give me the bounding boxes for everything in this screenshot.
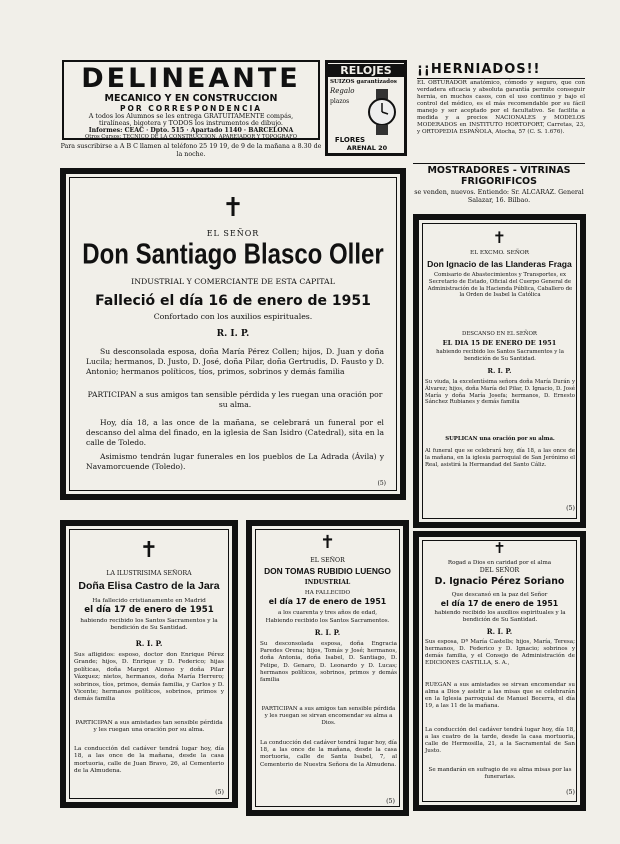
mostradores-ad bbox=[413, 163, 588, 207]
delineante-by: POR CORRESPONDENCIA bbox=[119, 104, 263, 113]
obituary-soriano bbox=[413, 531, 586, 811]
delineante-line2: tiralíneas, bigotera y TODOS los instrumentos de dibujo. bbox=[99, 119, 283, 127]
herniados-body: EL OBTURADOR anatómico, cómodo y seguro, que con verdadera eficacia y absoluta garantía permite conseguir hernia, en muchos casos, con el uso continuo y bajo el control del médico, es el más recomendable por su fácil manejo y ser aceptado por el facultativo. Se facilita a medida y a precios NACIONALES y MODELOS MODERADOS en INSTITUTO HORTOFORT, Carretas, 23, y ORTOPEDIA ESPAÑOLA, Atocha, 57 (C. S. 1.676). bbox=[417, 80, 585, 135]
delineante-line4: Otros Cursos: TECNICO DE LA CONSTRUCCION, APAREJADOR Y TOPOGRAFO bbox=[85, 134, 297, 140]
luengo-family: Su desconsolada esposa, doña Engracia Paredes Orena; hijos, Tomás y José; hermanos, doña Antonia, doña Isabel, D. Santiago, D. Felipe, D. Genaro, D. Leonardo y D. Lucas; hermanos políticos, sobrinos, primos y demás familia bbox=[260, 641, 397, 684]
luengo-intro: EL SEÑOR bbox=[310, 557, 345, 564]
soriano-ruegan: RUEGAN a sus amistades se sirvan encomendar su alma a Dios y asistir a las misas que se celebrarán en la Iglesia parroquial de Manuel Becerra, el día 19, a las 11 de la mañana. bbox=[425, 682, 575, 709]
luengo-participan: PARTICIPAN a sus amigos tan sensible pérdida y les ruegan se sirvan encomendar su alma a Dios. bbox=[261, 706, 396, 727]
blasco-name: Don Santiago Blasco Oller bbox=[82, 238, 384, 271]
luengo-died-pre: HA FALLECIDO bbox=[304, 590, 351, 596]
luengo-rip: R. I. P. bbox=[314, 628, 341, 637]
blasco-participan: PARTICIPAN a sus amigos tan sensible pérdida y les ruegan una oración por su alma. bbox=[87, 390, 383, 409]
llanderas-code: (5) bbox=[566, 505, 575, 512]
blasco-funeral: Hoy, día 18, a las once de la mañana, se celebrará un funeral por el descanso del alma del finado, en la iglesia de San Isidro (Catedral), sita en la calle de Toledo. bbox=[86, 418, 384, 447]
llanderas-died-pre: DESCANSO EN EL SEÑOR bbox=[462, 331, 537, 337]
relojes-ad bbox=[325, 60, 407, 156]
luengo-code: (5) bbox=[386, 798, 395, 805]
obituary-blasco bbox=[60, 168, 406, 500]
delineante-subtitle: MECANICO Y EN CONSTRUCCION bbox=[104, 93, 278, 104]
luengo-age: a los cuarenta y tres años de edad, bbox=[278, 610, 377, 616]
relojes-line3: plazos bbox=[330, 98, 350, 105]
blasco-comfort: Confortado con los auxilios espirituales. bbox=[153, 312, 313, 321]
cross-icon: ✝ bbox=[492, 228, 507, 247]
phone-note: Para suscribirse a A B C llamen al teléfono 25 19 19, de 9 de la mañana a 8.30 de la noche. bbox=[60, 143, 322, 158]
cross-icon: ✝ bbox=[222, 193, 244, 223]
luengo-funeral: La conducción del cadáver tendrá lugar hoy, día 18, a las once de la mañana, desde la casa mortuoria, calle de Santa Isabel, 7, al Cementerio de Nuestra Señora de la Almudena. bbox=[260, 740, 397, 768]
cross-icon: ✝ bbox=[493, 539, 506, 557]
mostradores-title1: MOSTRADORES - VITRINAS bbox=[427, 165, 571, 176]
llanderas-family: Su viuda, la excelentísima señora doña María Durán y Álvarez; hijos, doña María del Pilar, D. Ignacio, D. José María y doña María Josefa; hermanos, D. Ernesto Sánchez Rubianes y demás familia bbox=[425, 379, 575, 406]
relojes-line2: Regalo bbox=[330, 87, 355, 95]
luengo-role: INDUSTRIAL bbox=[304, 579, 351, 586]
jara-died: el día 17 de enero de 1951 bbox=[84, 605, 214, 615]
blasco-died: Falleció el día 16 de enero de 1951 bbox=[95, 293, 371, 309]
blasco-family: Su desconsolada esposa, doña María Pérez Collen; hijos, D. Juan y doña Lucila; hermanos, D. Justo, D. José, doña Pilar, doña Gertrudis, D. Fausto y D. Antonio; hermanos políticos, tíos, primos, sobrinos y demás familia bbox=[86, 347, 384, 376]
llanderas-name: Don Ignacio de las Llanderas Fraga bbox=[427, 259, 572, 269]
luengo-died: el día 17 de enero de 1951 bbox=[268, 597, 387, 606]
blasco-also: Asimismo tendrán lugar funerales en los pueblos de La Adrada (Ávila) y Navamorcuende (Toledo). bbox=[86, 452, 384, 471]
llanderas-role: Comisario de Abastecimientos y Transportes, ex Secretario de Estado, Oficial del Cuerpo General de Administración de la Hacienda Pública, Caballero de la Orden de Isabel la Católica bbox=[427, 272, 573, 299]
mostradores-title2: FRIGORIFICOS bbox=[461, 176, 537, 187]
relojes-line1: SUIZOS garantizados bbox=[330, 79, 397, 85]
llanderas-funeral: Al funeral que se celebrará hoy, día 18, a las once de la mañana, en la iglesia parroquial de San Jerónimo el Real, asistirá la Hermandad del Santo Cáliz. bbox=[425, 448, 575, 468]
jara-family: Sus afligidos: esposo, doctor don Enrique Pérez Grande; hijos, D. Enrique y D. Federico; hijas políticas, doña Margot Alonso y doña Pilar Vázquez; nietos, hermanos, doña María Herrero; sobrinos, tíos, primos, demás familia, y Carlos y D. Vicente; hermanos políticos, sobrinos, primos y demás familia bbox=[74, 652, 224, 703]
soriano-funeral: La conducción del cadáver tendrá lugar hoy, día 18, a las cuatro de la tarde, desde la casa mortuoria, calle de Hermosilla, 21, a la Sacramental de San Justo. bbox=[425, 727, 575, 754]
jara-rip: R. I. P. bbox=[135, 639, 163, 648]
jara-intro: LA ILUSTRISIMA SEÑORA bbox=[106, 570, 192, 577]
jara-participan: PARTICIPAN a sus amistades tan sensible pérdida y les ruegan una oración por su alma. bbox=[75, 720, 223, 734]
mostradores-body: se venden, nuevos. Entiendo: Sr. ALCARAZ. General Salazar, 16. Bilbao. bbox=[414, 188, 584, 204]
soriano-thanks: Se mandarán en sufragio de su alma misas por las funerarias. bbox=[428, 767, 572, 780]
cross-icon: ✝ bbox=[139, 538, 159, 563]
soriano-comfort: habiendo recibido los auxilios espirituales y la bendición de Su Santidad. bbox=[434, 610, 566, 623]
llanderas-died: EL DIA 15 DE ENERO DE 1951 bbox=[442, 339, 557, 347]
blasco-intro: EL SEÑOR bbox=[206, 229, 260, 238]
llanderas-comfort: habiendo recibido los Santos Sacramentos y la bendición de Su Santidad. bbox=[436, 349, 564, 362]
jara-funeral: La conducción del cadáver tendrá lugar hoy, día 18, a las once de la mañana, desde la casa mortuoria, calle de Juan Bravo, 26, al Cementerio de la Almudena. bbox=[74, 746, 224, 775]
cross-icon: ✝ bbox=[319, 532, 336, 553]
obituary-jara bbox=[60, 520, 238, 808]
herniados-ad bbox=[413, 60, 585, 160]
obituary-luengo bbox=[246, 520, 409, 816]
blasco-rip: R. I. P. bbox=[216, 329, 250, 339]
herniados-title: ¡¡HERNIADOS!! bbox=[417, 62, 585, 79]
llanderas-rip: R. I. P. bbox=[487, 367, 512, 375]
jara-comfort: habiendo recibido los Santos Sacramentos y la bendición de Su Santidad. bbox=[80, 618, 218, 632]
luengo-comfort: Habiendo recibido los Santos Sacramentos. bbox=[265, 618, 390, 624]
relojes-title: RELOJES bbox=[328, 64, 404, 77]
delineante-line3: Informes: CEAC · Dpto. 515 · Apartado 1140 · BARCELONA bbox=[88, 127, 294, 134]
watch-illustration-icon bbox=[362, 89, 402, 135]
delineante-ad bbox=[62, 60, 320, 140]
soriano-rip: R. I. P. bbox=[486, 627, 513, 636]
relojes-line4: FLORES bbox=[334, 136, 366, 144]
llanderas-ruegan: SUPLICAN una oración por su alma. bbox=[445, 436, 555, 442]
soriano-name: D. Ignacio Pérez Soriano bbox=[434, 576, 565, 587]
jara-died-pre: Ha fallecido cristianamente en Madrid bbox=[92, 598, 206, 604]
soriano-died: el día 17 de enero de 1951 bbox=[440, 599, 559, 608]
soriano-family: Sus esposa, Dª María Castells; hijos, María, Teresa; hermanos, D. Federico y D. Ignacio; sobrinos y demás familia, y el Consejo de Administración de EDICIONES CASTILLA, S. A., bbox=[425, 639, 575, 666]
soriano-died-pre: Que descansó en la paz del Señor bbox=[451, 592, 548, 598]
jara-code: (5) bbox=[215, 789, 224, 796]
blasco-code: (5) bbox=[377, 480, 386, 487]
blasco-role: INDUSTRIAL Y COMERCIANTE DE ESTA CAPITAL bbox=[131, 277, 335, 286]
delineante-title: DELINEANTE bbox=[81, 63, 301, 94]
delineante-line1: A todos los Alumnos se les entrega GRATUITAMENTE compás, bbox=[88, 112, 294, 120]
luengo-name: DON TOMAS RUBIDIO LUENGO bbox=[264, 566, 391, 576]
jara-name: Doña Elisa Castro de la Jara bbox=[78, 580, 220, 592]
obituary-llanderas bbox=[413, 214, 586, 528]
relojes-line5: ARENAL 20 bbox=[346, 144, 388, 152]
soriano-intro: DEL SEÑOR bbox=[479, 567, 520, 574]
soriano-code: (5) bbox=[566, 789, 575, 796]
soriano-intro-pre: Rogad a Dios en caridad por el alma bbox=[447, 560, 552, 566]
llanderas-intro: EL EXCMO. SEÑOR bbox=[469, 250, 530, 256]
